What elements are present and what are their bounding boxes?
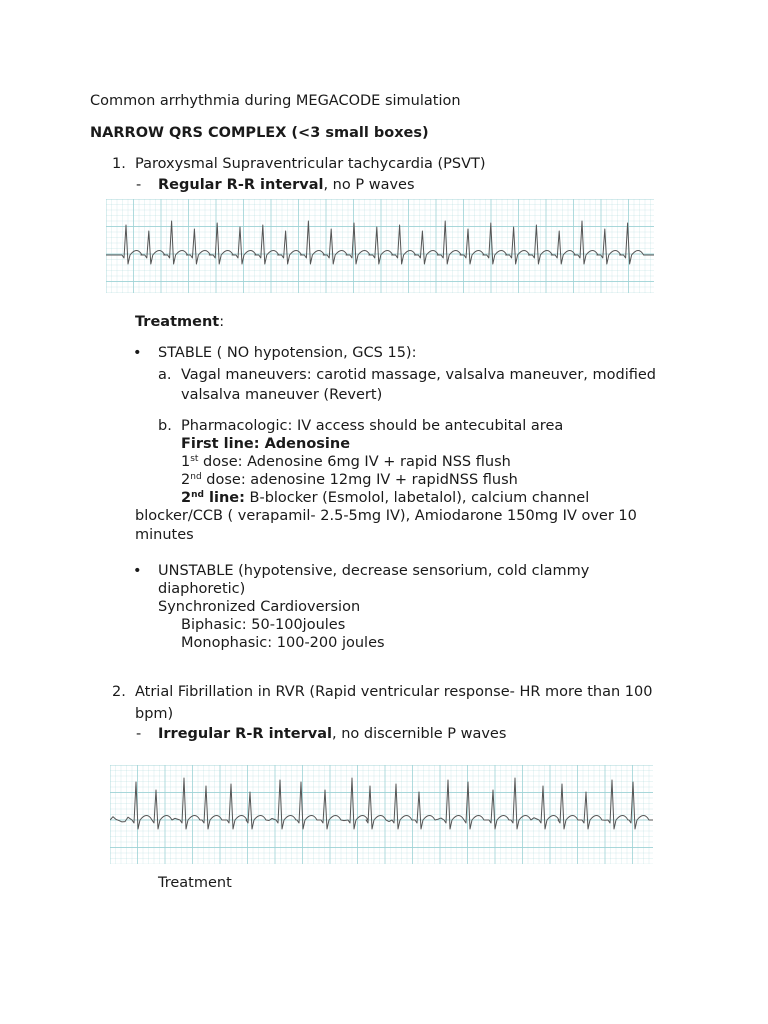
dose2-sup: nd (190, 472, 202, 482)
second-line (181, 489, 589, 507)
item1-rr-bold: Regular R-R interval (158, 177, 324, 193)
dose2-num: 2 (181, 472, 191, 488)
biphasic-dose: Biphasic: 50-100joules (181, 617, 346, 633)
second-sup: nd (191, 490, 204, 500)
second-line-cont1: blocker/CCB ( verapamil- 2.5-5mg IV), Amiodarone 150mg IV over 10 (135, 508, 637, 524)
item2-rr-bold: Irregular R-R interval (158, 726, 332, 742)
stable-heading: STABLE ( NO hypotension, GCS 15): (158, 345, 417, 361)
ecg-grid (110, 765, 653, 864)
unstable-bullet: • (133, 563, 142, 579)
monophasic-dose: Monophasic: 100-200 joules (181, 635, 385, 651)
dose2-line (181, 471, 518, 489)
dose2-text: dose: adenosine 12mg IV + rapidNSS flush (201, 472, 518, 488)
dose1-num: 1 (181, 454, 191, 470)
second-text: B-blocker (Esmolol, labetalol), calcium channel (244, 490, 590, 506)
stable-a-line1: Vagal maneuvers: carotid massage, valsalva maneuver, modified (181, 367, 656, 383)
item2-number: 2. (112, 684, 126, 700)
second-num: 2 (181, 490, 192, 506)
item2-name-line2: bpm) (135, 706, 174, 722)
stable-a-line2: valsalva maneuver (Revert) (181, 387, 383, 403)
treatment-label: Treatment (135, 314, 220, 330)
item2-treatment-heading: Treatment (158, 875, 232, 891)
stable-b-marker: b. (158, 418, 172, 434)
item1-rr-rest: , no P waves (323, 177, 415, 193)
stable-b-line1: Pharmacologic: IV access should be antecubital area (181, 418, 564, 434)
treatment-colon: : (219, 314, 225, 330)
item1-name: Paroxysmal Supraventricular tachycardia (PSVT) (135, 156, 486, 172)
stable-a-marker: a. (158, 367, 172, 383)
second-label: line: (203, 490, 245, 506)
item2-dash: - (136, 726, 142, 742)
synchronized-cardioversion: Synchronized Cardioversion (158, 599, 361, 615)
item2-rr-line (158, 725, 506, 743)
ecg-strip-psvt (106, 199, 654, 293)
unstable-line2: diaphoretic) (158, 581, 246, 597)
dose1-sup: st (190, 454, 199, 464)
item1-dash: - (136, 177, 142, 193)
item1-number: 1. (112, 156, 126, 172)
document-title: Common arrhythmia during MEGACODE simulation (90, 93, 461, 109)
stable-bullet: • (133, 345, 142, 361)
section-heading: NARROW QRS COMPLEX (<3 small boxes) (90, 125, 429, 141)
item2-rr-rest: , no discernible P waves (332, 726, 507, 742)
dose1-text: dose: Adenosine 6mg IV + rapid NSS flush (198, 454, 511, 470)
ecg-strip-afib-rvr (110, 765, 653, 864)
second-line-cont2: minutes (135, 527, 194, 543)
dose1-line (181, 453, 511, 471)
item1-treatment-heading (135, 313, 224, 331)
unstable-line1: UNSTABLE (hypotensive, decrease sensorium, cold clammy (158, 563, 590, 579)
item1-rr-line (158, 176, 415, 194)
ecg-grid (106, 199, 654, 293)
item2-name-line1: Atrial Fibrillation in RVR (Rapid ventricular response- HR more than 100 (135, 684, 653, 700)
first-line-adenosine: First line: Adenosine (181, 436, 351, 452)
